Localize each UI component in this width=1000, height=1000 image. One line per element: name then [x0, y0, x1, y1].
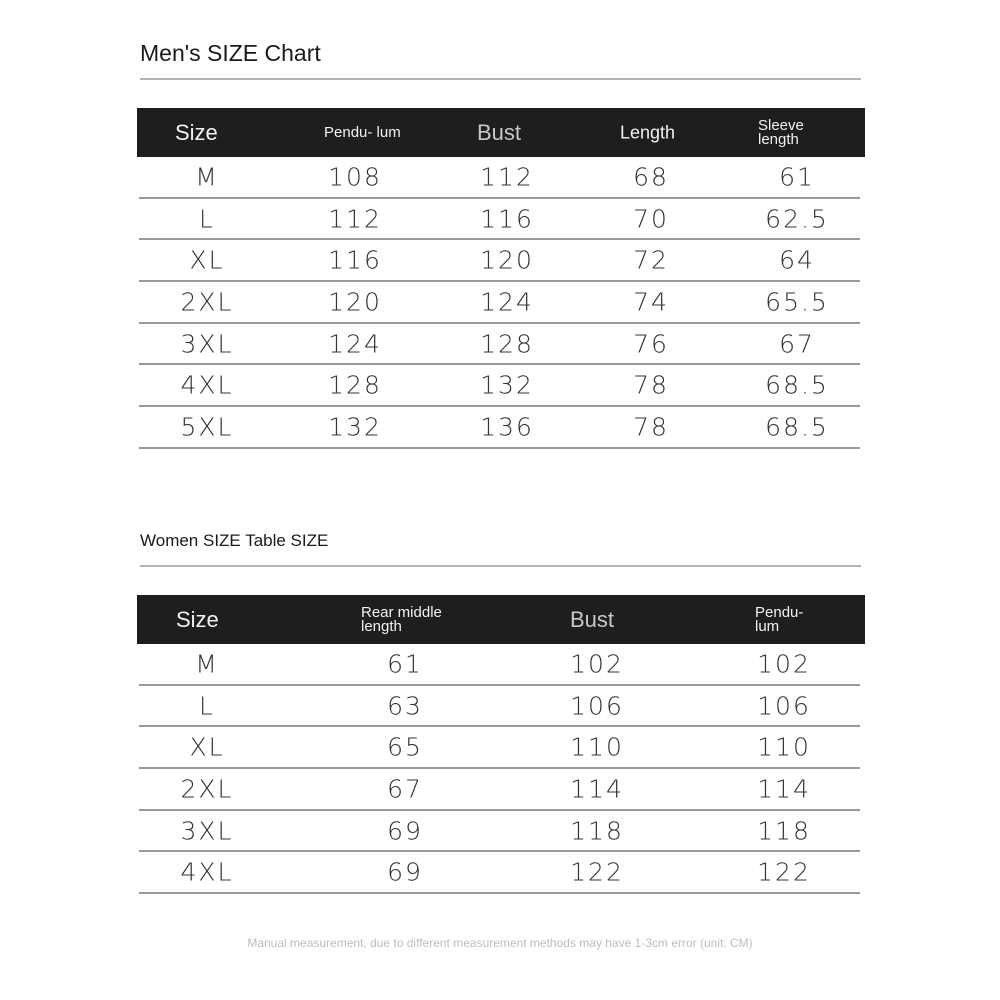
measurement-cell: 67	[387, 774, 423, 804]
table-row	[139, 407, 860, 449]
size-cell: XL	[189, 245, 225, 275]
measurement-cell: 114	[570, 774, 624, 804]
measurement-cell: 70	[633, 204, 669, 234]
measurement-cell: 69	[387, 857, 423, 887]
measurement-cell: 106	[570, 691, 624, 721]
size-cell: L	[199, 204, 215, 234]
measurement-cell: 68.5	[765, 412, 829, 442]
measurement-cell: 74	[633, 287, 669, 317]
table-row	[139, 686, 860, 728]
men-header-length: Length	[620, 122, 676, 142]
measurement-cell: 110	[570, 732, 624, 762]
measurement-cell: 116	[480, 204, 534, 234]
women-header-size: Size	[176, 606, 219, 632]
table-row	[139, 365, 860, 407]
measurement-cell: 69	[387, 816, 423, 846]
measurement-cell: 114	[757, 774, 811, 804]
table-row	[139, 282, 860, 324]
measurement-cell: 63	[387, 691, 423, 721]
measurement-cell: 132	[328, 412, 382, 442]
table-row	[139, 157, 860, 199]
measurement-cell: 62.5	[765, 204, 829, 234]
measurement-cell: 112	[328, 204, 382, 234]
measurement-cell: 122	[757, 857, 811, 887]
women-table-body	[137, 644, 865, 894]
men-header-pendulum: Pendu- lum	[324, 123, 401, 141]
table-row	[139, 199, 860, 241]
size-cell: M	[195, 162, 219, 192]
women-size-table-title: Women SIZE Table SIZE	[140, 531, 329, 550]
measurement-cell: 128	[328, 370, 382, 400]
measurement-cell: 78	[633, 370, 669, 400]
measurement-cell: 67	[779, 329, 815, 359]
men-title-divider	[140, 78, 861, 80]
measurement-cell: 120	[328, 287, 382, 317]
measurement-cell: 116	[328, 245, 382, 275]
measurement-cell: 61	[779, 162, 815, 192]
measurement-cell: 122	[570, 857, 624, 887]
table-row	[139, 324, 860, 366]
measurement-cell: 118	[757, 816, 811, 846]
measurement-note: Manual measurement, due to different measurement methods may have 1-3cm error (unit: CM)	[247, 936, 753, 950]
men-size-table	[137, 108, 865, 449]
measurement-cell: 102	[757, 649, 811, 679]
measurement-cell: 76	[633, 329, 669, 359]
measurement-cell: 68.5	[765, 370, 829, 400]
men-header-bust: Bust	[477, 119, 522, 145]
measurement-cell: 112	[480, 162, 534, 192]
size-cell: XL	[189, 732, 225, 762]
men-table-body	[137, 157, 865, 449]
women-table-header	[137, 595, 865, 644]
measurement-cell: 102	[570, 649, 624, 679]
men-table-header	[137, 108, 865, 157]
measurement-cell: 128	[480, 329, 534, 359]
measurement-cell: 110	[757, 732, 811, 762]
men-header-sleeve-length: Sleeve length	[758, 116, 804, 148]
size-cell: 2XL	[180, 287, 234, 317]
table-row	[139, 644, 860, 686]
size-cell: 2XL	[180, 774, 234, 804]
size-cell: 5XL	[180, 412, 234, 442]
measurement-cell: 78	[633, 412, 669, 442]
size-cell: M	[195, 649, 219, 679]
measurement-cell: 65	[387, 732, 423, 762]
size-cell: L	[199, 691, 215, 721]
measurement-cell: 120	[480, 245, 534, 275]
measurement-cell: 68	[633, 162, 669, 192]
size-cell: 4XL	[180, 370, 234, 400]
measurement-cell: 124	[328, 329, 382, 359]
measurement-cell: 132	[480, 370, 534, 400]
size-cell: 3XL	[180, 816, 234, 846]
table-row	[139, 727, 860, 769]
women-header-rear-middle-length: Rear middle length	[361, 603, 442, 635]
table-row	[139, 811, 860, 853]
table-row	[139, 240, 860, 282]
size-cell: 3XL	[180, 329, 234, 359]
women-size-table	[137, 595, 865, 894]
men-size-chart-title: Men's SIZE Chart	[140, 40, 321, 66]
measurement-cell: 124	[480, 287, 534, 317]
women-header-bust: Bust	[570, 606, 615, 632]
measurement-cell: 64	[779, 245, 815, 275]
measurement-cell: 136	[480, 412, 534, 442]
measurement-cell: 72	[633, 245, 669, 275]
table-row	[139, 769, 860, 811]
measurement-cell: 108	[328, 162, 382, 192]
measurement-cell: 61	[387, 649, 423, 679]
women-title-divider	[140, 565, 861, 567]
women-header-pendulum: Pendu- lum	[755, 603, 804, 635]
men-header-size: Size	[175, 119, 218, 145]
table-row	[139, 852, 860, 894]
measurement-cell: 106	[757, 691, 811, 721]
measurement-cell: 118	[570, 816, 624, 846]
size-cell: 4XL	[180, 857, 234, 887]
measurement-cell: 65.5	[765, 287, 829, 317]
